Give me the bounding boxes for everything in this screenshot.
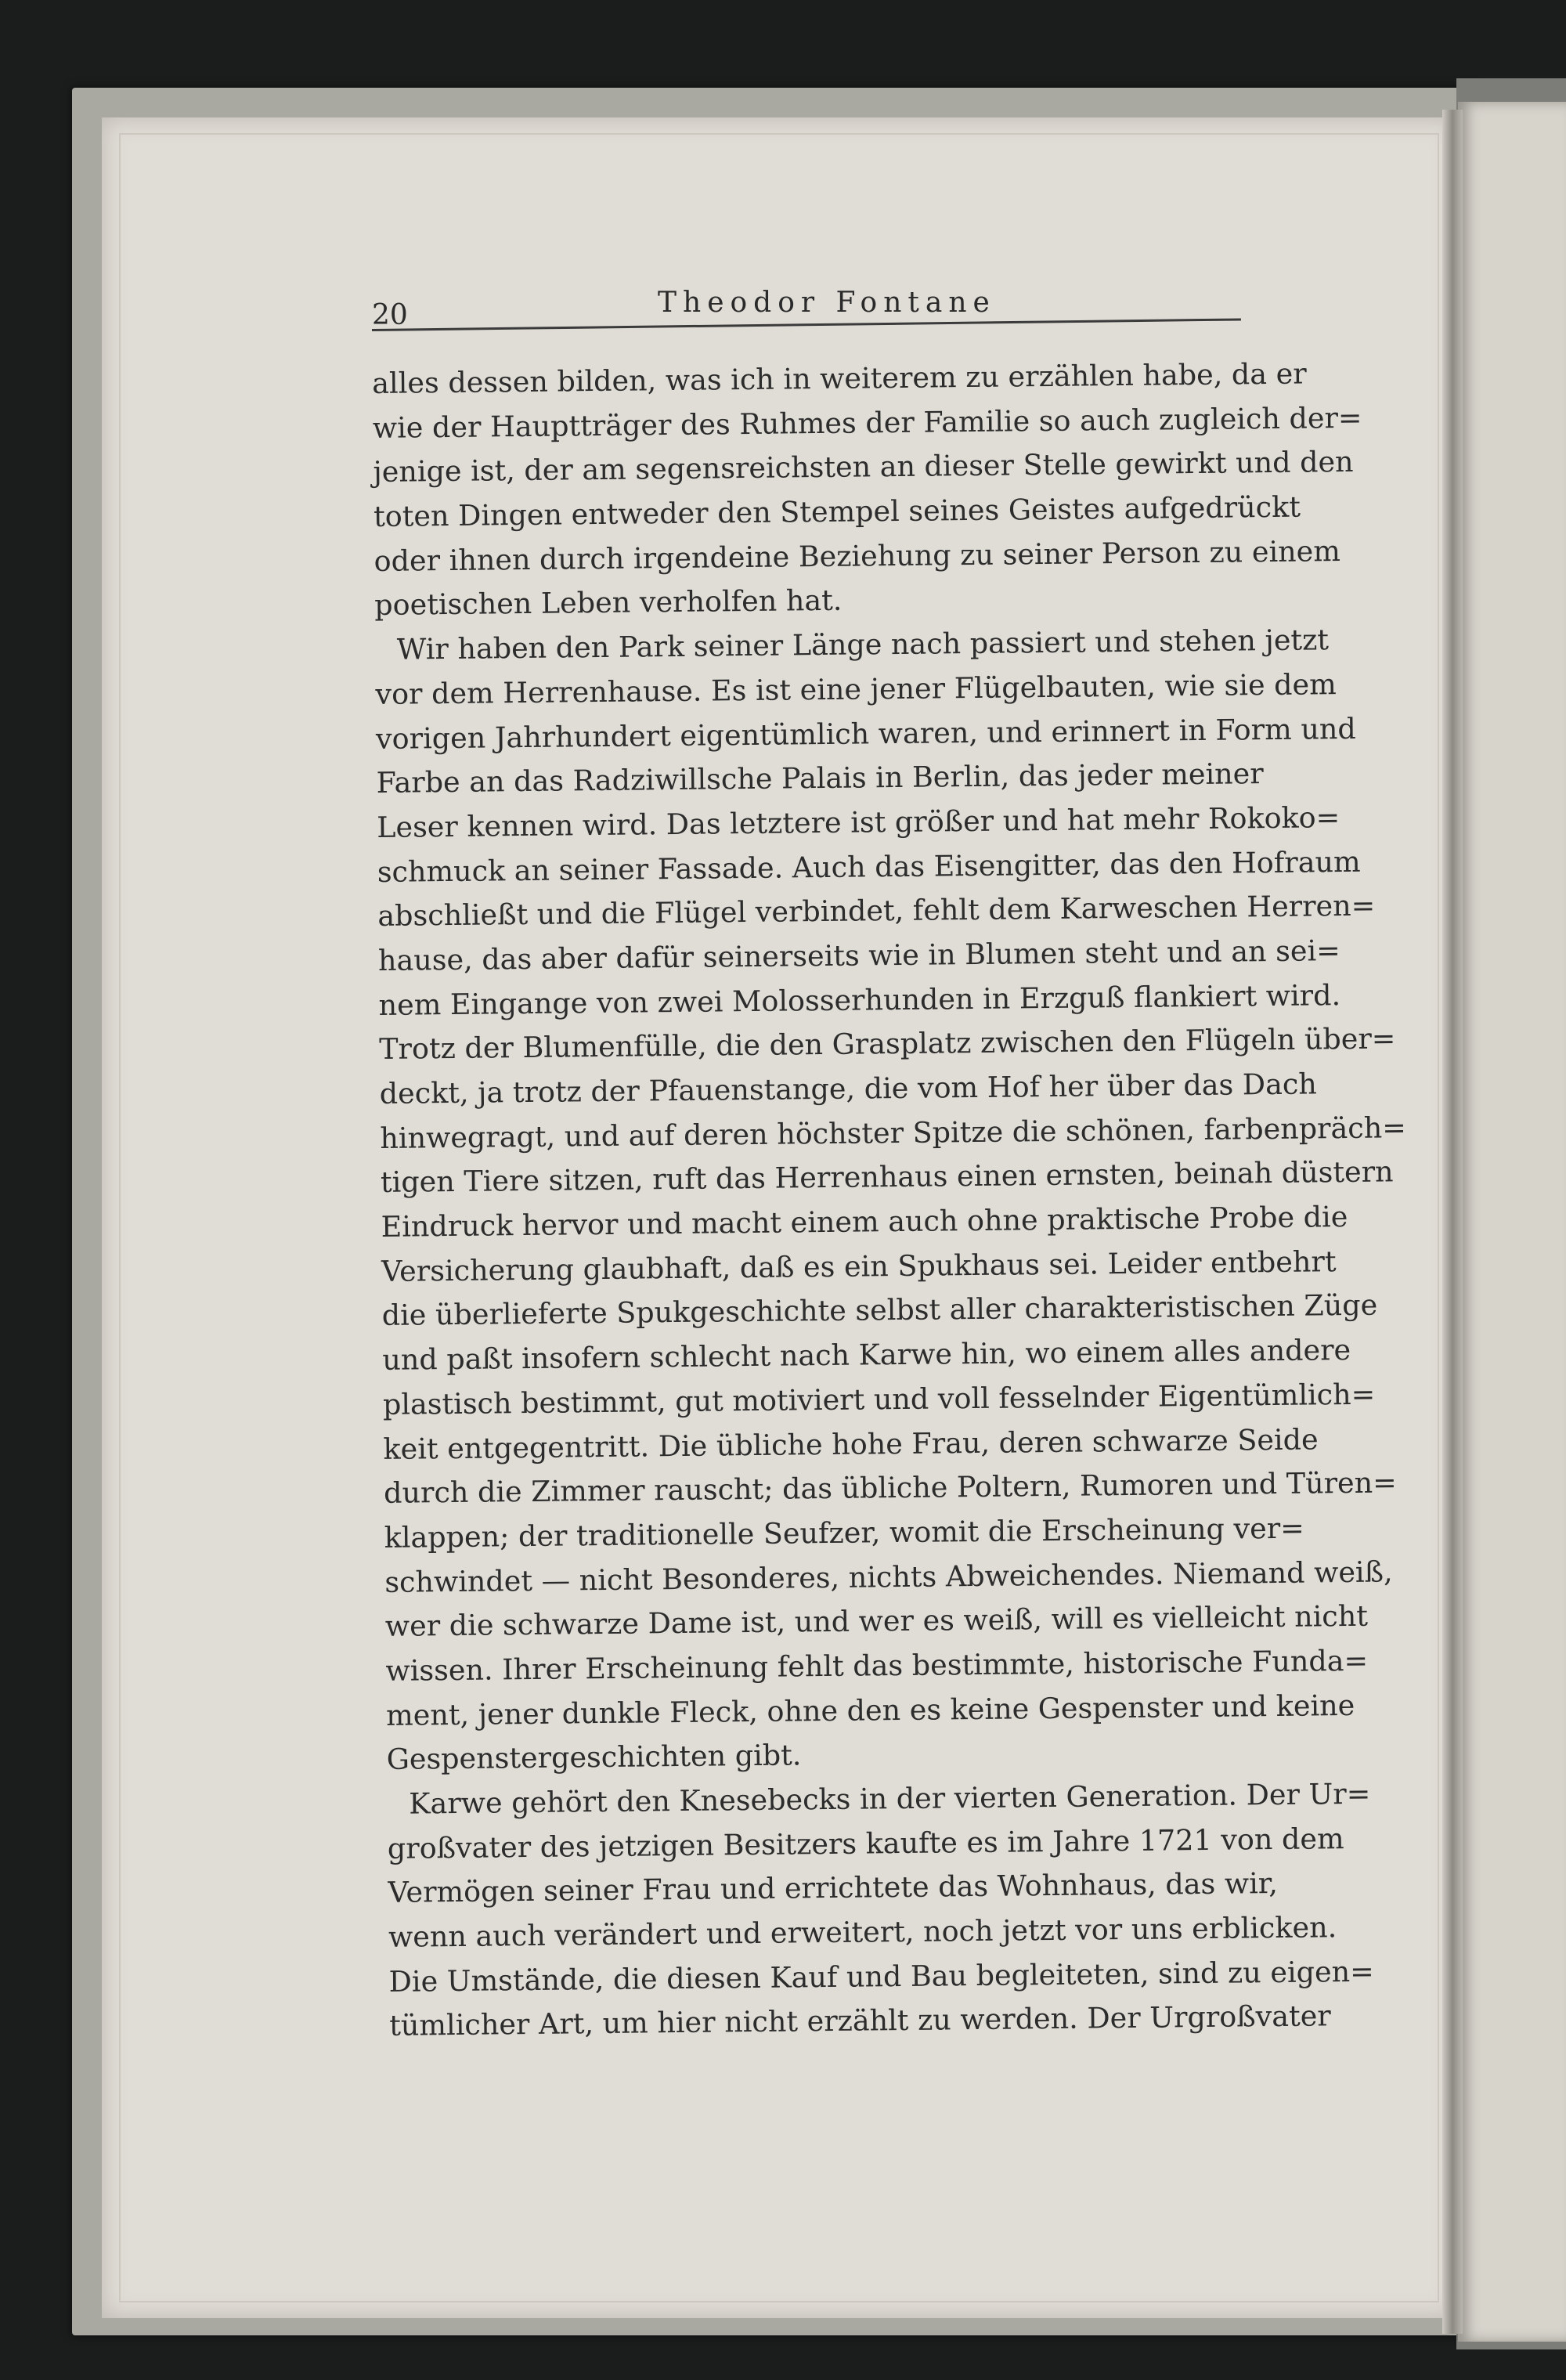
text-line: vor dem Herrenhause. Es ist eine jener Flügelbauten, wie sie dem: [375, 666, 1337, 711]
text-line: Farbe an das Radziwillsche Palais in Berlin, das jeder meiner: [376, 757, 1264, 800]
text-line: Karwe gehört den Knesebecks in der vierten Generation. Der Ur=: [409, 1776, 1371, 1821]
text-line: tigen Tiere sitzen, ruft das Herrenhaus einen ernsten, beinah düstern: [380, 1154, 1394, 1200]
text-line: Eindruck hervor und macht einem auch ohne praktische Probe die: [381, 1200, 1348, 1244]
text-line: Vermögen seiner Frau und errichtete das Wohnhaus, das wir,: [388, 1866, 1279, 1910]
text-line: vorigen Jahrhundert eigentümlich waren, und erinnert in Form und: [375, 711, 1356, 756]
text-line: Die Umstände, die diesen Kauf und Bau begleiteten, sind zu eigen=: [388, 1954, 1374, 1999]
text-line: großvater des jetzigen Besitzers kaufte es im Jahre 1721 von dem: [387, 1821, 1344, 1865]
text-line: hause, das aber dafür seinerseits wie in Blumen steht und an sei=: [377, 934, 1340, 977]
text-line: alles dessen bilden, was ich in weiterem zu erzählen habe, da er: [372, 356, 1307, 400]
text-line: Wir haben den Park seiner Länge nach passiert und stehen jetzt: [396, 623, 1330, 666]
text-line: Gespenstergeschichten gibt.: [386, 1738, 802, 1777]
text-line: toten Dingen entweder den Stempel seines Geistes aufgedrückt: [373, 489, 1301, 534]
text-line: Leser kennen wird. Das letztere ist größer und hat mehr Rokoko=: [376, 800, 1340, 844]
text-line: poetischen Leben verholfen hat.: [374, 583, 843, 623]
text-line: plastisch bestimmt, gut motiviert und voll fesselnder Eigentümlich=: [382, 1377, 1376, 1421]
body-text: [372, 352, 1407, 2049]
text-line: hinwegragt, und auf deren höchster Spitze die schönen, farbenpräch=: [380, 1110, 1407, 1155]
text-line: wie der Hauptträger des Ruhmes der Familie so auch zugleich der=: [372, 400, 1362, 445]
facing-page-edge: [1458, 102, 1566, 2342]
text-line: Trotz der Blumenfülle, die den Grasplatz zwischen den Flügeln über=: [378, 1021, 1396, 1067]
page-number: 20: [372, 299, 408, 331]
text-line: schwindet — nicht Besonderes, nichts Abweichendes. Niemand weiß,: [384, 1554, 1393, 1599]
text-line: klappen; der traditionelle Seufzer, womit die Erscheinung ver=: [384, 1511, 1304, 1555]
book-gutter: [1442, 110, 1463, 2334]
running-head: Theodor Fontane: [658, 287, 996, 319]
text-line: nem Eingange von zwei Molosserhunden in Erzguß flankiert wird.: [378, 977, 1341, 1022]
text-line: oder ihnen durch irgendeine Beziehung zu seiner Person zu einem: [373, 533, 1341, 578]
text-line: und paßt insofern schlecht nach Karwe hin, wo einem alles andere: [382, 1333, 1351, 1378]
text-line: abschließt und die Flügel verbindet, fehlt dem Karweschen Herren=: [377, 888, 1376, 934]
text-line: Versicherung glaubhaft, daß es ein Spukhaus sei. Leider entbehrt: [381, 1244, 1337, 1288]
text-line: schmuck an seiner Fassade. Auch das Eisengitter, das den Hofraum: [377, 844, 1361, 889]
text-line: die überlieferte Spukgeschichte selbst aller charakteristischen Züge: [381, 1288, 1378, 1333]
text-line: deckt, ja trotz der Pfauenstange, die vom Hof her über das Dach: [379, 1067, 1318, 1111]
text-line: keit entgegentritt. Die übliche hohe Frau, deren schwarze Seide: [383, 1421, 1319, 1466]
text-line: tümlicher Art, um hier nicht erzählt zu werden. Der Urgroßvater: [389, 1999, 1331, 2043]
text-line: wissen. Ihrer Erscheinung fehlt das bestimmte, historische Funda=: [385, 1643, 1369, 1688]
text-line: wer die schwarze Dame ist, und wer es weiß, will es vielleicht nicht: [384, 1599, 1369, 1644]
text-line: wenn auch verändert und erweitert, noch jetzt vor uns erblicken.: [388, 1910, 1337, 1954]
text-line: ment, jener dunkle Fleck, ohne den es keine Gespenster und keine: [385, 1688, 1355, 1732]
text-line: jenige ist, der am segensreichsten an dieser Stelle gewirkt und den: [373, 445, 1354, 489]
text-line: durch die Zimmer rauscht; das übliche Poltern, Rumoren und Türen=: [383, 1465, 1397, 1511]
